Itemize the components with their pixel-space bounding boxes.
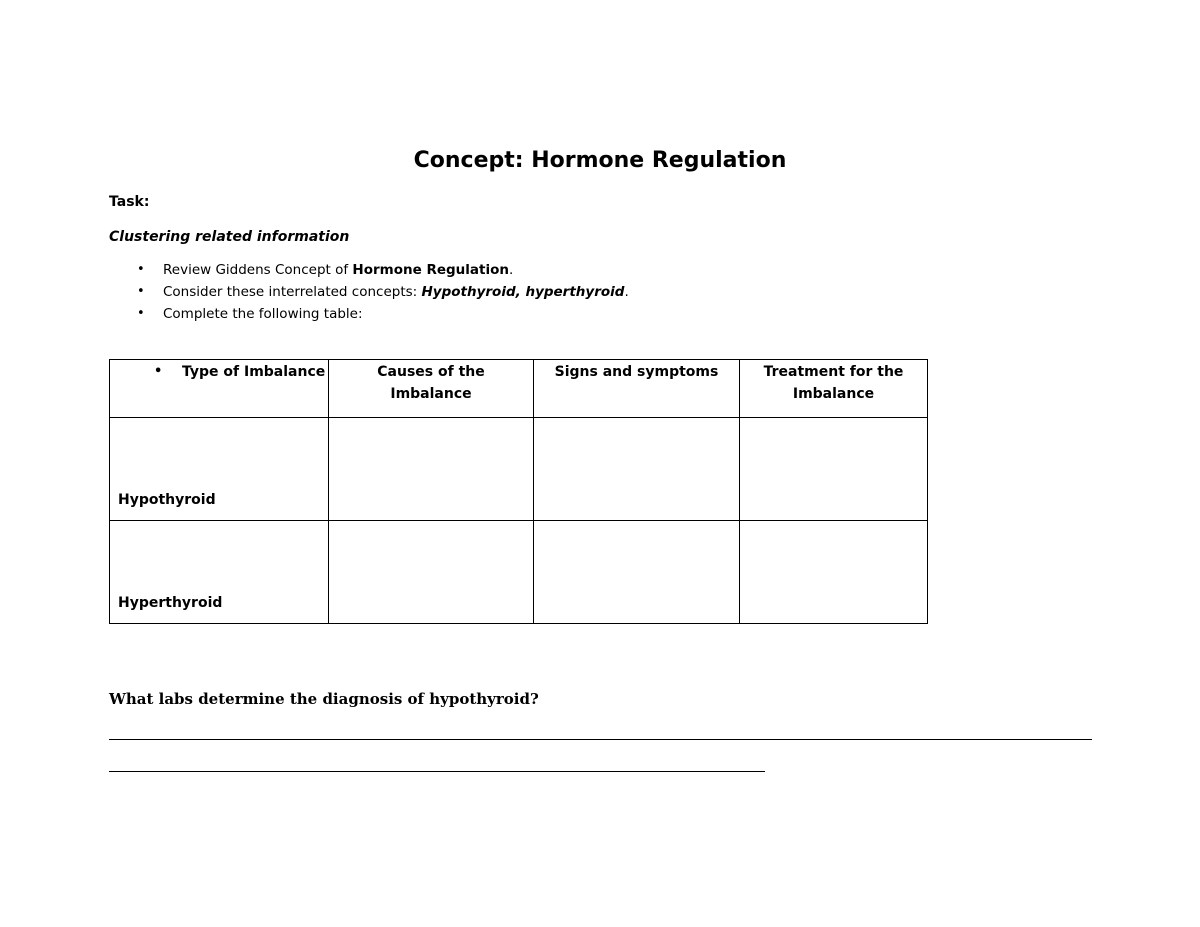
table-cell[interactable] <box>329 418 534 521</box>
header-type-of-imbalance <box>110 360 329 418</box>
instruction-item <box>109 259 629 281</box>
instruction-item <box>109 281 629 303</box>
answer-line[interactable] <box>109 771 765 772</box>
header-causes <box>329 360 534 418</box>
table-cell[interactable] <box>534 521 740 624</box>
table-header-row <box>110 360 928 418</box>
bullet-icon: • <box>154 364 163 379</box>
imbalance-table <box>109 359 928 624</box>
instruction-list <box>109 259 629 325</box>
header-treatment <box>740 360 928 418</box>
instruction-suffix: . <box>509 262 514 278</box>
instruction-emphasis: Hormone Regulation <box>352 262 509 278</box>
instruction-item <box>109 303 629 325</box>
row-label-cell <box>110 521 329 624</box>
instruction-suffix: . <box>624 284 629 300</box>
row-label-cell <box>110 418 329 521</box>
table-cell[interactable] <box>534 418 740 521</box>
row-label: Hyperthyroid <box>118 595 223 611</box>
instruction-text: Review Giddens Concept of <box>163 262 353 278</box>
bullet-icon: • <box>137 284 145 299</box>
bullet-icon: • <box>137 262 145 277</box>
header-label: Type of Imbalance <box>182 364 326 380</box>
header-label: Signs and symptoms <box>554 364 719 380</box>
header-label: Causes of the Imbalance <box>377 364 485 402</box>
answer-line[interactable] <box>109 739 1092 740</box>
row-label: Hypothyroid <box>118 492 216 508</box>
task-label: Task: <box>109 194 150 210</box>
table-cell[interactable] <box>329 521 534 624</box>
table-cell[interactable] <box>740 418 928 521</box>
bullet-icon: • <box>137 306 145 321</box>
instruction-text: Complete the following table: <box>163 306 363 322</box>
table-cell[interactable] <box>740 521 928 624</box>
table-row <box>110 521 928 624</box>
instruction-text: Consider these interrelated concepts: <box>163 284 422 300</box>
instruction-emphasis: Hypothyroid, hyperthyroid <box>421 284 625 300</box>
section-subheading: Clustering related information <box>109 229 350 245</box>
table-row <box>110 418 928 521</box>
header-signs-symptoms <box>534 360 740 418</box>
question-text: What labs determine the diagnosis of hypothyroid? <box>109 690 539 708</box>
header-label: Treatment for the Imbalance <box>763 364 904 402</box>
page-title: Concept: Hormone Regulation <box>413 148 787 173</box>
